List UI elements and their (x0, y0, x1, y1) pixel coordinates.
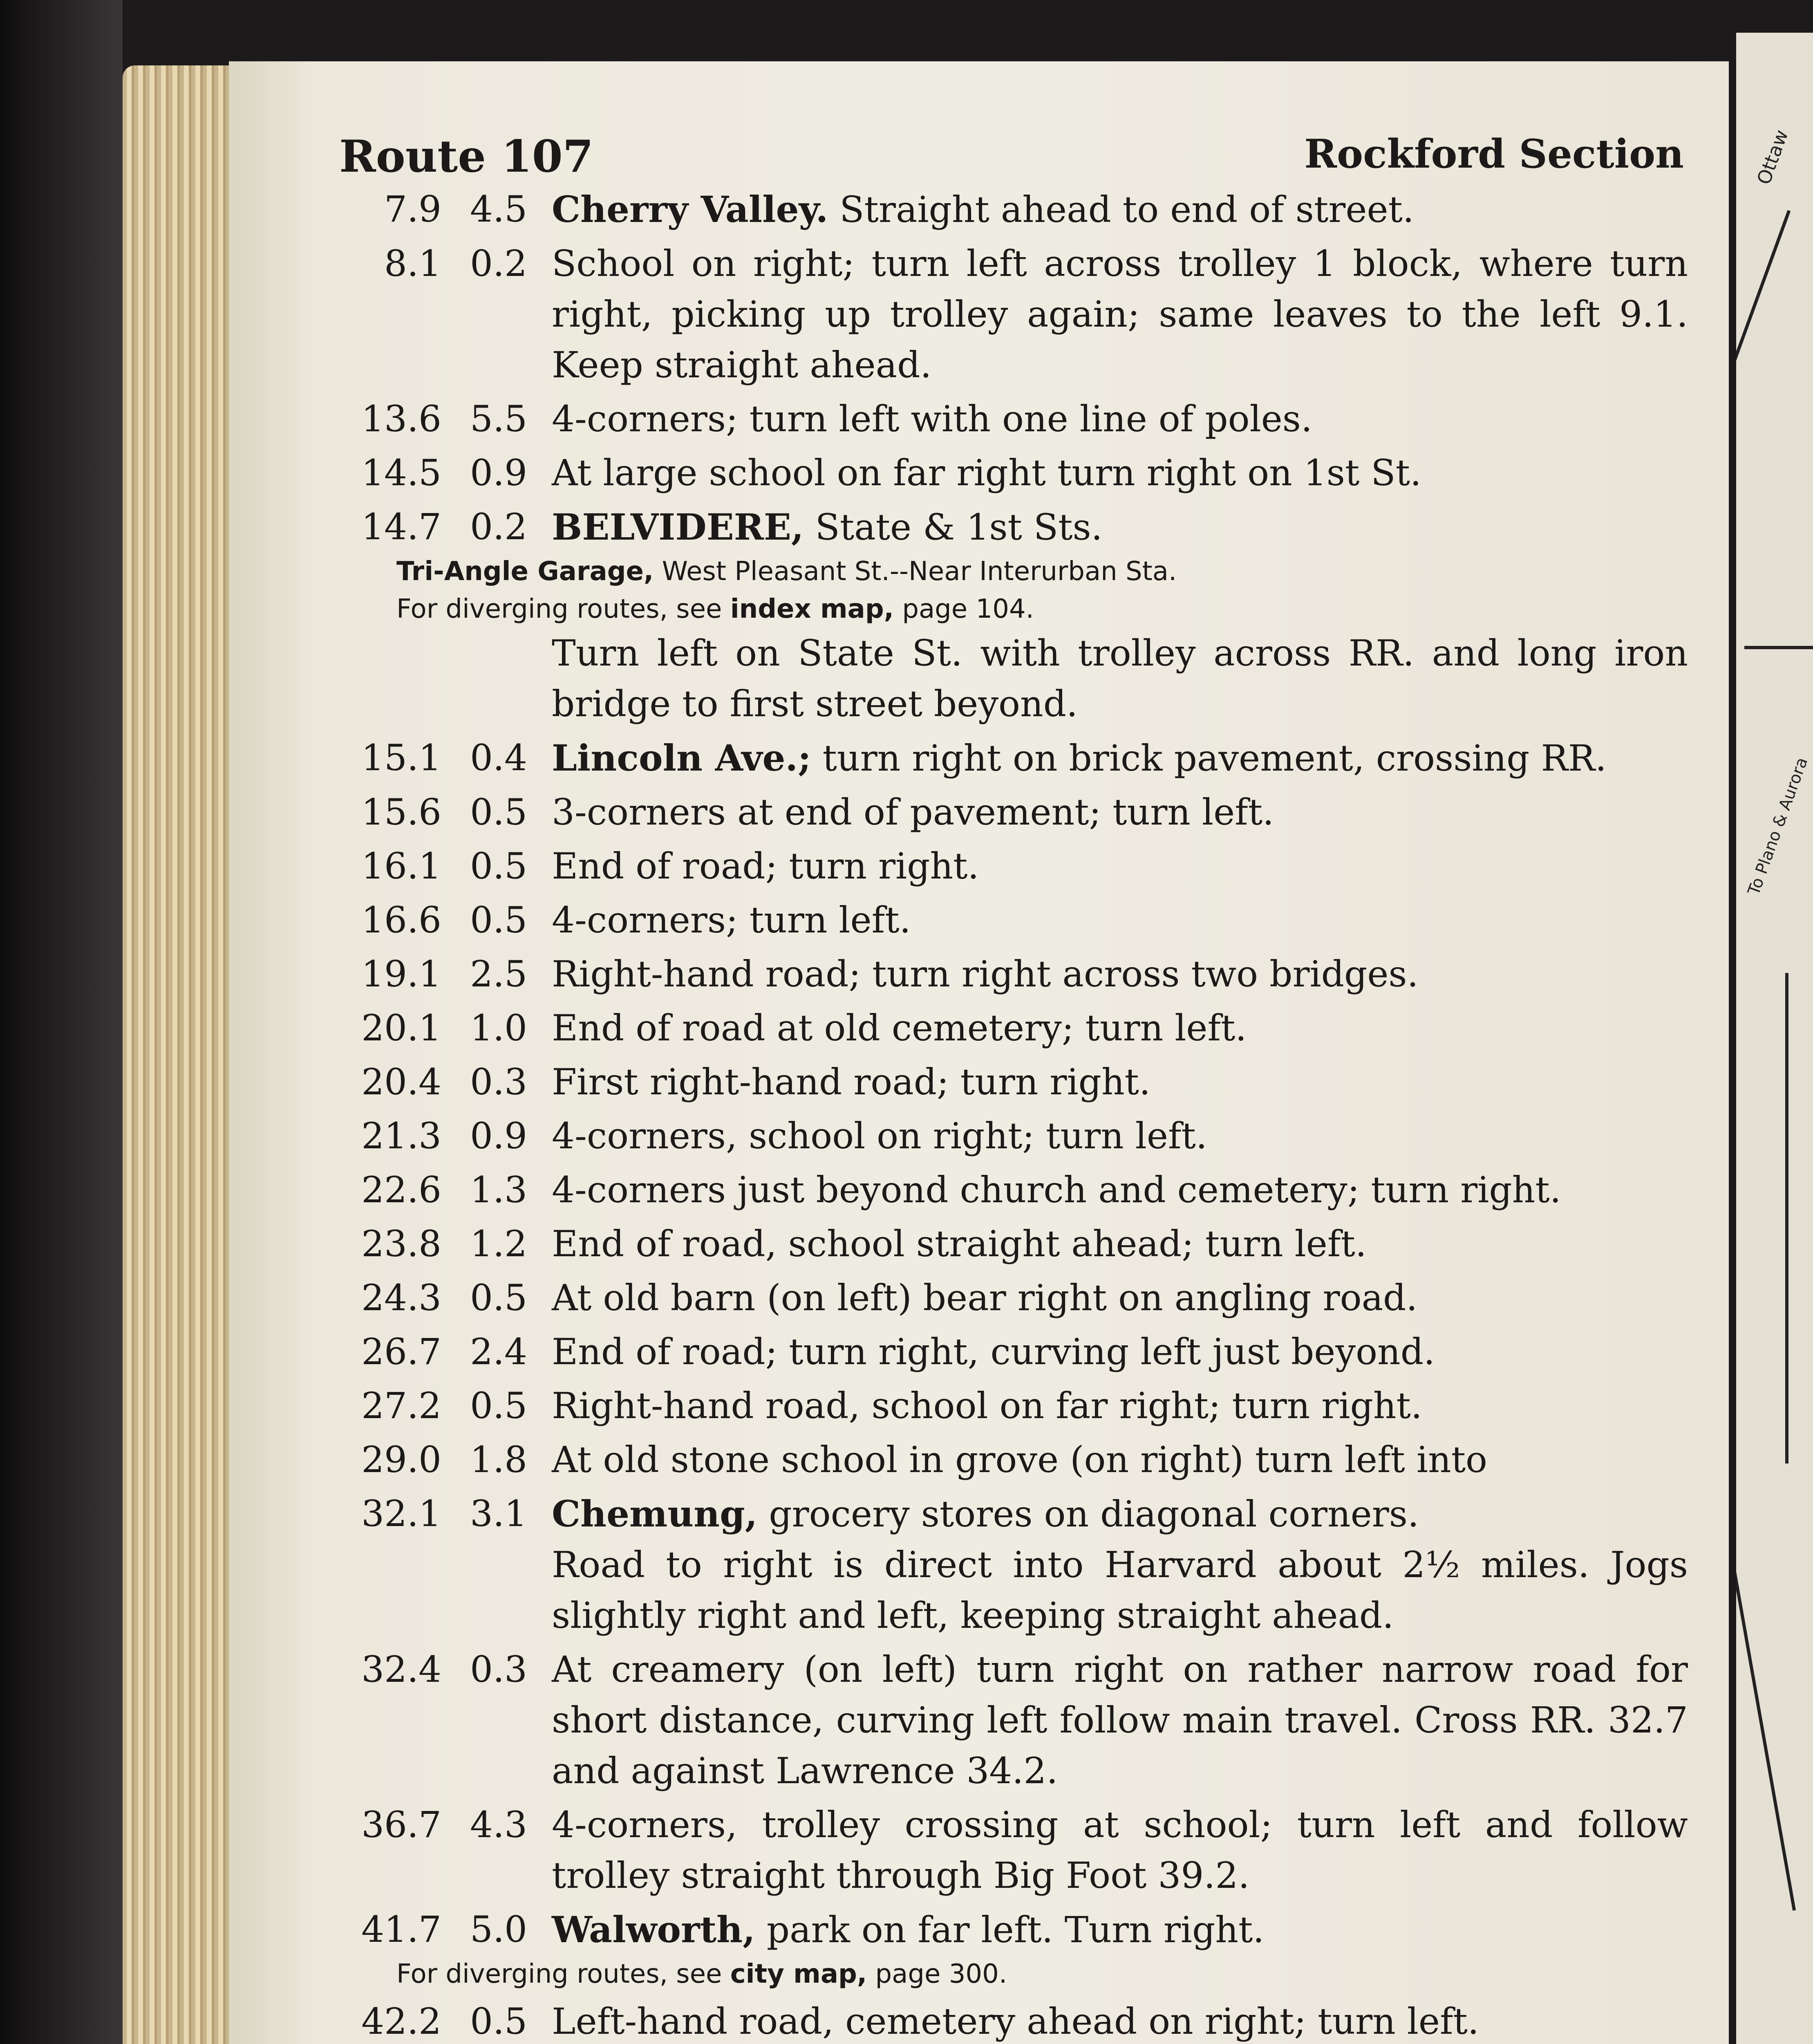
direction-text (552, 949, 1688, 1000)
direction-text (552, 1800, 1688, 1901)
segment-miles: 0.5 (470, 1385, 527, 1427)
segment-miles: 0.5 (470, 1277, 527, 1319)
mileage (339, 1327, 535, 1377)
segment-miles: 0.3 (470, 1061, 527, 1103)
instruction: turn right on brick pavement, crossing RR. (811, 737, 1607, 779)
map-road-line (1729, 210, 1791, 403)
mileage (339, 502, 535, 552)
route-entry (339, 1327, 1688, 1377)
map-road-line (1729, 1548, 1796, 1911)
cumulative-miles: 7.9 (384, 188, 441, 230)
direction-text (552, 1904, 1688, 1955)
instruction: End of road at old cemetery; turn left. (552, 1007, 1247, 1049)
map-road-line (1785, 973, 1788, 1464)
route-entry (339, 1434, 1688, 1485)
route-entry (339, 394, 1688, 444)
book-binding (0, 0, 123, 2044)
instruction: At old stone school in grove (on right) turn left into (552, 1439, 1488, 1481)
instruction: 4-corners just beyond church and cemetery; turn right. (552, 1169, 1561, 1211)
segment-miles: 0.5 (470, 845, 527, 887)
route-entry (339, 1996, 1688, 2044)
direction-text (552, 1273, 1688, 1323)
direction-text (552, 1996, 1688, 2044)
route-entry (339, 1003, 1688, 1053)
cumulative-miles: 36.7 (361, 1804, 441, 1846)
route-entry (339, 1904, 1688, 1993)
instruction: park on far left. Turn right. (755, 1909, 1265, 1951)
route-entry (339, 787, 1688, 838)
segment-miles: 0.5 (470, 899, 527, 941)
mileage (339, 1381, 535, 1431)
segment-miles: 0.2 (470, 506, 527, 548)
route-entry (339, 1381, 1688, 1431)
mileage (339, 841, 535, 892)
mileage (339, 184, 535, 235)
mileage (339, 1219, 535, 1269)
cumulative-miles: 13.6 (361, 398, 441, 440)
instruction: First right-hand road; turn right. (552, 1061, 1150, 1103)
route-entry (339, 1165, 1688, 1215)
instruction: At old barn (on left) bear right on angling road. (552, 1277, 1418, 1319)
direction-text (552, 238, 1688, 390)
mileage (339, 1904, 535, 1955)
direction-text (552, 1003, 1688, 1053)
mileage (339, 1644, 535, 1695)
hotel-listing: Tri-Angle Garage, West Pleasant St.--Near Interurban Sta. (396, 556, 1177, 587)
instruction: Right-hand road, school on far right; turn right. (552, 1385, 1422, 1427)
route-entry (339, 895, 1688, 946)
cumulative-miles: 14.7 (361, 506, 441, 548)
segment-miles: 5.5 (470, 398, 527, 440)
instruction: grocery stores on diagonal corners. (757, 1493, 1419, 1535)
mileage (339, 1057, 535, 1107)
route-entry (339, 733, 1688, 784)
segment-miles: 0.4 (470, 737, 527, 779)
direction-text (552, 1327, 1688, 1377)
segment-miles: 0.9 (470, 1115, 527, 1157)
direction-text (552, 448, 1688, 498)
instruction: Left-hand road, cemetery ahead on right; turn left. (552, 2000, 1479, 2042)
adjacent-map-page (1729, 33, 1813, 2044)
place-name: Chemung, (552, 1493, 758, 1535)
direction-text (552, 895, 1688, 946)
direction-text (552, 1644, 1688, 1796)
mileage (339, 733, 535, 783)
cumulative-miles: 21.3 (361, 1115, 441, 1157)
route-entry (339, 1800, 1688, 1901)
mileage (339, 1003, 535, 1053)
cumulative-miles: 29.0 (361, 1439, 441, 1481)
segment-miles: 1.8 (470, 1439, 527, 1481)
mileage (339, 949, 535, 1000)
place-name: Lincoln Ave.; (552, 737, 811, 779)
route-entry (339, 184, 1688, 235)
continuation-text: Road to right is direct into Harvard about 2½ miles. Jogs slightly right and left, keeping straight ahead. (552, 1544, 1688, 1636)
route-entry (339, 1219, 1688, 1269)
page-edges (123, 65, 233, 2044)
route-entry (339, 949, 1688, 1000)
instruction: State & 1st Sts. (804, 506, 1103, 548)
segment-miles: 0.2 (470, 242, 527, 285)
cumulative-miles: 15.1 (361, 737, 441, 779)
route-entries (339, 184, 1688, 2044)
segment-miles: 1.2 (470, 1223, 527, 1265)
cumulative-miles: 24.3 (361, 1277, 441, 1319)
route-entry (339, 502, 1688, 729)
instruction: End of road, school straight ahead; turn left. (552, 1223, 1367, 1265)
mileage (339, 787, 535, 838)
continuation-text: Turn left on State St. with trolley across RR. and long iron bridge to first street beyond. (552, 632, 1688, 725)
mileage (339, 1800, 535, 1850)
place-name: Cherry Valley. (552, 188, 828, 231)
segment-miles: 3.1 (470, 1493, 527, 1535)
cumulative-miles: 20.1 (361, 1007, 441, 1049)
instruction: At creamery (on left) turn right on rather narrow road for short distance, curving left follow main travel. Cross RR. 32.7 and against Lawrence 34.2. (552, 1648, 1688, 1792)
segment-miles: 4.3 (470, 1804, 527, 1846)
direction-text (552, 1488, 1688, 1540)
instruction: 4-corners; turn left. (552, 899, 911, 941)
map-label-plano-aurora: To Plano & Aurora (1744, 755, 1812, 898)
segment-miles: 2.5 (470, 953, 527, 995)
hotel-listing: For diverging routes, see city map, page 300. (396, 1959, 1007, 1989)
route-entry (339, 1057, 1688, 1107)
direction-text (552, 1219, 1688, 1269)
mileage (339, 448, 535, 498)
direction-text (552, 1057, 1688, 1107)
cumulative-miles: 26.7 (361, 1331, 441, 1373)
route-entry (339, 1488, 1688, 1641)
mileage (339, 1165, 535, 1215)
instruction: School on right; turn left across trolley 1 block, where turn right, picking up trolley again; same leaves to the left 9.1. Keep straight ahead. (552, 242, 1688, 386)
mileage (339, 1434, 535, 1485)
instruction: 4-corners; turn left with one line of poles. (552, 398, 1312, 440)
segment-miles: 0.5 (470, 2000, 527, 2042)
route-entry (339, 1273, 1688, 1323)
instruction: End of road; turn right, curving left just beyond. (552, 1331, 1435, 1373)
direction-text (552, 787, 1688, 838)
direction-text (552, 733, 1688, 784)
hotel-listing: For diverging routes, see index map, page 104. (396, 594, 1034, 624)
direction-text (552, 1165, 1688, 1215)
direction-text (552, 1111, 1688, 1161)
segment-miles: 0.3 (470, 1648, 527, 1690)
cumulative-miles: 32.4 (361, 1648, 441, 1690)
cumulative-miles: 8.1 (384, 242, 441, 285)
segment-miles: 5.0 (470, 1908, 527, 1950)
cumulative-miles: 23.8 (361, 1223, 441, 1265)
section-title: Rockford Section (1304, 131, 1684, 177)
cumulative-miles: 16.6 (361, 899, 441, 941)
route-entry (339, 1111, 1688, 1161)
cumulative-miles: 14.5 (361, 452, 441, 494)
mileage (339, 394, 535, 444)
route-entry (339, 238, 1688, 390)
mileage (339, 1996, 535, 2044)
cumulative-miles: 16.1 (361, 845, 441, 887)
mileage (339, 1273, 535, 1323)
place-name: Walworth, (552, 1908, 755, 1951)
instruction: 4-corners, school on right; turn left. (552, 1115, 1207, 1157)
place-name: BELVIDERE, (552, 506, 804, 548)
segment-miles: 2.4 (470, 1331, 527, 1373)
mileage (339, 1111, 535, 1161)
cumulative-miles: 22.6 (361, 1169, 441, 1211)
map-label-ottawa: Ottaw (1753, 127, 1793, 188)
instruction: 4-corners, trolley crossing at school; turn left and follow trolley straight through Big Foot 39.2. (552, 1804, 1688, 1896)
segment-miles: 1.3 (470, 1169, 527, 1211)
cumulative-miles: 42.2 (361, 2000, 441, 2042)
segment-miles: 4.5 (470, 188, 527, 230)
cumulative-miles: 20.4 (361, 1061, 441, 1103)
map-road-line (1744, 646, 1813, 649)
instruction: Straight ahead to end of street. (828, 188, 1414, 231)
route-entry (339, 448, 1688, 498)
direction-text (552, 394, 1688, 444)
cumulative-miles: 15.6 (361, 791, 441, 833)
instruction: At large school on far right turn right on 1st St. (552, 452, 1421, 494)
book-page (229, 61, 1729, 2044)
route-entry (339, 841, 1688, 892)
mileage (339, 895, 535, 946)
cumulative-miles: 19.1 (361, 953, 441, 995)
direction-text (552, 1381, 1688, 1431)
direction-text (552, 502, 1688, 553)
segment-miles: 0.9 (470, 452, 527, 494)
direction-text (552, 841, 1688, 892)
direction-text (552, 184, 1688, 235)
instruction: End of road; turn right. (552, 845, 979, 887)
segment-miles: 1.0 (470, 1007, 527, 1049)
route-title: Route 107 (339, 131, 593, 182)
direction-text (552, 1434, 1688, 1485)
cumulative-miles: 32.1 (361, 1493, 441, 1535)
mileage (339, 238, 535, 289)
segment-miles: 0.5 (470, 791, 527, 833)
mileage (339, 1488, 535, 1539)
instruction: 3-corners at end of pavement; turn left. (552, 791, 1274, 833)
cumulative-miles: 27.2 (361, 1385, 441, 1427)
route-entry (339, 1644, 1688, 1796)
instruction: Right-hand road; turn right across two bridges. (552, 953, 1419, 995)
cumulative-miles: 41.7 (361, 1908, 441, 1950)
